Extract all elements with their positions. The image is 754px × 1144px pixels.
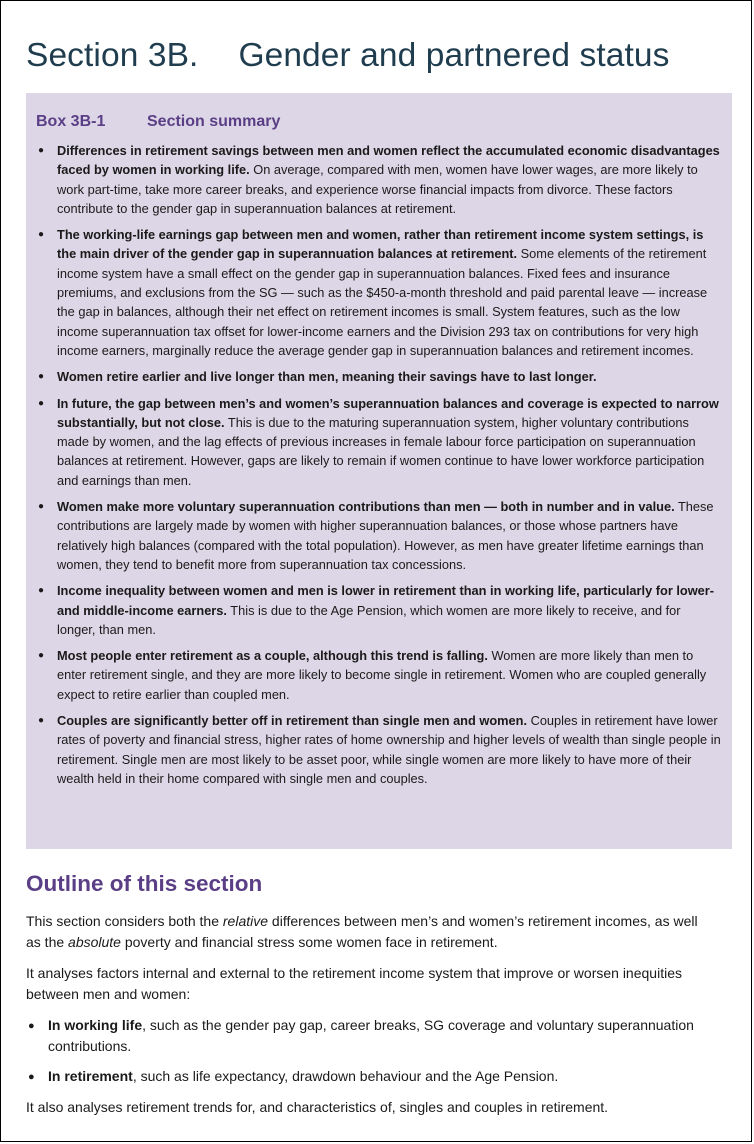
summary-item-lead: Income inequality between women and men is lower in retirement than in working life, particularly for lower- and middle-income earners. bbox=[57, 583, 715, 618]
outline-heading: Outline of this section bbox=[26, 871, 263, 896]
bullet-icon: ● bbox=[38, 715, 45, 727]
summary-item-lead: Women make more voluntary superannuation contributions than men — both in number and in value. bbox=[57, 499, 675, 515]
summary-list bbox=[36, 141, 722, 788]
summary-item bbox=[36, 367, 722, 386]
outline-list bbox=[26, 1015, 716, 1097]
summary-item-lead: In future, the gap between men’s and women’s superannuation balances and coverage is expected to narrow substantially, but not close. bbox=[57, 395, 719, 430]
summary-item bbox=[36, 497, 722, 574]
summary-item-text: This is due to the maturing superannuation system, higher voluntary contributions made by women, and the lag effects of previous increases in female labour force participation on superannuation balances at retirement. However, gaps are likely to remain if women continue to have lower workforce participation and earnings than men. bbox=[57, 414, 705, 488]
outline-paragraph bbox=[26, 911, 716, 952]
bullet-icon: ● bbox=[38, 397, 45, 409]
outline-item-lead: In working life bbox=[48, 1017, 143, 1033]
outline-list-item bbox=[26, 1015, 716, 1056]
summary-item-text: These contributions are largely made by women with higher superannuation balances, or those whose partners have relatively high balances (compared with the total population). However, as men have greater lifetime earnings than women, they tend to benefit more from superannuation tax concessions. bbox=[57, 499, 714, 572]
outline-paragraph: It analyses factors internal and external to the retirement income system that improve or worsen inequities between men and women: bbox=[26, 965, 682, 1002]
outline-item-text: , such as the gender pay gap, career breaks, SG coverage and voluntary superannuation contributions. bbox=[48, 1017, 694, 1054]
summary-item-text: This is due to the Age Pension, which women are more likely to receive, and for longer, than men. bbox=[57, 602, 681, 637]
outline-item-lead: In retirement bbox=[48, 1068, 133, 1084]
summary-item bbox=[36, 394, 722, 490]
summary-item-text: Some elements of the retirement income system have a small effect on the gender gap in superannuation balances. Fixed fees and insurance premiums, and exclusions from the SG — such as the $450-a-month threshold and paid parental leave — increase the gap in balances, although their net effect on retirement incomes is small. System features, such as the low income superannuation tax offset for lower-income earners and the Division 293 tax on contributions for very high income earners, marginally reduce the average gender gap in superannuation balances and retirement incomes. bbox=[57, 246, 708, 358]
section-number: Section 3B. bbox=[26, 37, 199, 74]
paragraph-text: differences between men’s and women’s retirement incomes, as well as the bbox=[26, 913, 698, 950]
bullet-icon: ● bbox=[38, 650, 45, 662]
section-summary-box bbox=[26, 93, 732, 849]
summary-item-lead: Couples are significantly better off in retirement than single men and women. bbox=[57, 713, 528, 729]
bullet-icon: ● bbox=[38, 501, 45, 513]
box-title: Section summary bbox=[147, 113, 281, 130]
outline-paragraph: It also analyses retirement trends for, and characteristics of, singles and couples in retirement. bbox=[26, 1099, 609, 1115]
summary-item-text: Couples in retirement have lower rates of poverty and financial stress, higher rates of home ownership and higher levels of wealth than single people in retirement. Single men are most likely to be asset poor, while single women are more likely to have more of their wealth held in their home compared with single men and couples. bbox=[57, 713, 721, 786]
section-title: Gender and partnered status bbox=[238, 37, 670, 74]
page-title bbox=[26, 37, 669, 75]
outline-item-text: , such as life expectancy, drawdown behaviour and the Age Pension. bbox=[132, 1068, 559, 1084]
paragraph-text: poverty and financial stress some women face in retirement. bbox=[120, 933, 498, 950]
bullet-icon: ● bbox=[38, 371, 45, 383]
summary-item bbox=[36, 646, 722, 704]
bullet-icon: ● bbox=[28, 1071, 35, 1083]
box-heading bbox=[36, 113, 722, 131]
summary-item bbox=[36, 225, 722, 360]
summary-item-lead: Women retire earlier and live longer than men, meaning their savings have to last longer. bbox=[57, 369, 597, 385]
paragraph-text: This section considers both the bbox=[26, 913, 223, 929]
bullet-icon: ● bbox=[38, 145, 45, 156]
summary-item-lead: Most people enter retirement as a couple, although this trend is falling. bbox=[57, 648, 488, 664]
emphasis-text: absolute bbox=[68, 933, 121, 950]
summary-item-lead: Differences in retirement savings between men and women reflect the accumulated economic disadvantages faced by women in working life. bbox=[57, 143, 720, 178]
outline-list-item bbox=[26, 1066, 716, 1087]
summary-item bbox=[36, 141, 722, 218]
box-number: Box 3B-1 bbox=[36, 113, 106, 130]
summary-item bbox=[36, 581, 722, 639]
summary-item bbox=[36, 711, 722, 788]
bullet-icon: ● bbox=[38, 229, 45, 241]
summary-item-lead: The working-life earnings gap between men and women, rather than retirement income system settings, is the main driver of the gender gap in superannuation balances at retirement. bbox=[57, 227, 704, 262]
emphasis-text: relative bbox=[222, 913, 269, 929]
bullet-icon: ● bbox=[38, 585, 45, 597]
summary-item-text: Women are more likely than men to enter retirement single, and they are more likely to become single in retirement. Women who are coupled generally expect to retire earlier than coupled men. bbox=[57, 648, 707, 702]
summary-item-text: On average, compared with men, women have lower wages, are more likely to work part-time, take more career breaks, and experience worse financial impacts from divorce. These factors contribute to the gender gap in superannuation balances at retirement. bbox=[57, 162, 698, 216]
bullet-icon: ● bbox=[28, 1020, 35, 1032]
